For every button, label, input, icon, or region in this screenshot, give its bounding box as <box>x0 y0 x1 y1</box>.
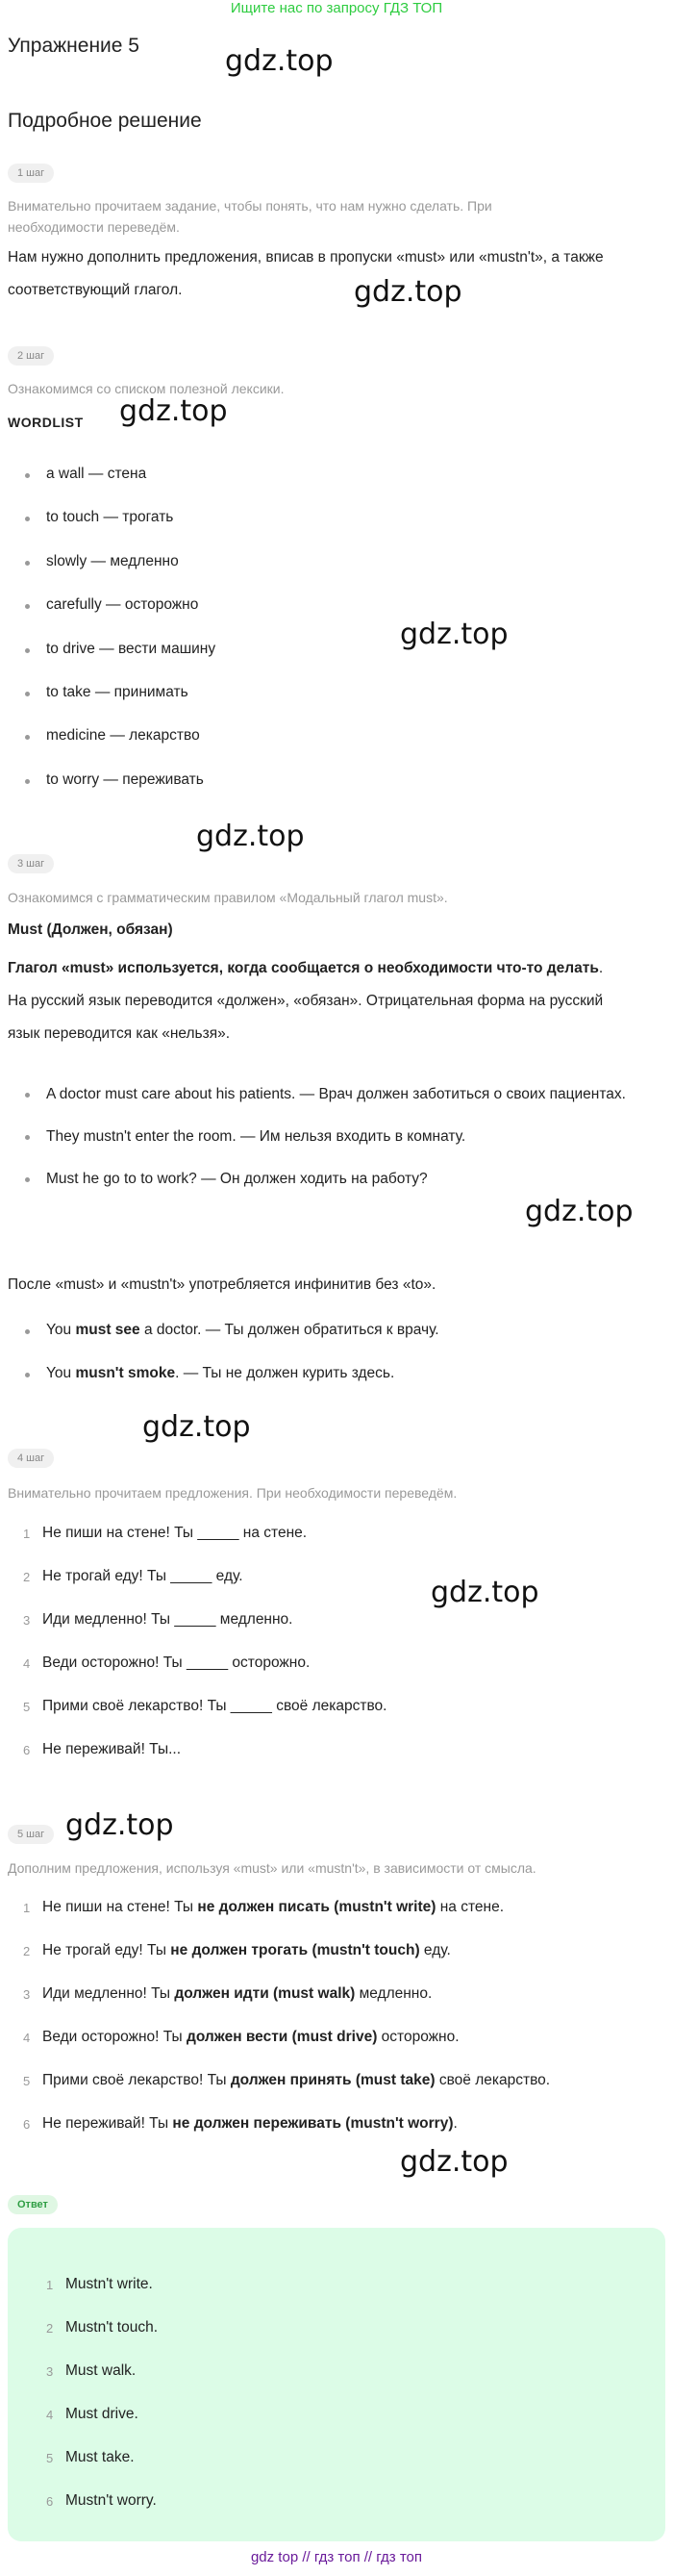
watermark: gdz.top <box>65 1808 174 1842</box>
watermark: gdz.top <box>400 618 509 651</box>
list-item: carefully — осторожно <box>19 593 215 618</box>
list-item: 1 Не пиши на стене! Ты _____ на стене. <box>23 1525 308 1541</box>
page-title: Упражнение 5 <box>8 35 139 57</box>
list-item: to worry — переживать <box>19 768 215 793</box>
watermark: gdz.top <box>119 394 228 428</box>
list-item: 5 Must take. <box>46 2449 135 2465</box>
list-item: a wall — стена <box>19 462 215 487</box>
list-item: to touch — трогать <box>19 505 215 530</box>
step-hint: Внимательно прочитаем предложения. При необходимости переведём. <box>8 1485 458 1501</box>
list-item: 2 Не трогай еду! Ты _____ еду. <box>23 1568 243 1584</box>
watermark: gdz.top <box>431 1576 539 1609</box>
watermark: gdz.top <box>400 2145 509 2179</box>
list-item: You musn't smoke. — Ты не должен курить здесь. <box>19 1361 439 1386</box>
list-item: to drive — вести машину <box>19 637 215 662</box>
rule-title: Must (Должен, обязан) <box>8 922 173 938</box>
list-item: medicine — лекарство <box>19 723 215 748</box>
list-item: You must see a doctor. — Ты должен обратиться к врачу. <box>19 1318 439 1343</box>
list-item: to take — принимать <box>19 680 215 705</box>
watermark: gdz.top <box>142 1410 251 1444</box>
watermark: gdz.top <box>225 44 334 78</box>
rule-text: Глагол «must» используется, когда сообщается о необходимости что-то делать. На русский язык переводится «должен», «обязан». Отрицательная форма на русский язык переводится как «нельзя». <box>8 960 604 1042</box>
list-item: 5 Прими своё лекарство! Ты _____ своё лекарство. <box>23 1698 387 1714</box>
footer-links[interactable]: gdz top // гдз топ // гдз топ <box>250 2549 423 2565</box>
step-hint: Ознакомимся с грамматическим правилом «Модальный глагол must». <box>8 890 448 905</box>
list-item: 4 Must drive. <box>46 2406 138 2422</box>
sentence-list <box>23 1525 386 1758</box>
list-item: slowly — медленно <box>19 549 215 574</box>
step-badge: 3 шаг <box>8 854 54 873</box>
step-hint: Ознакомимся со списком полезной лексики. <box>8 381 285 396</box>
step-badge: 2 шаг <box>8 346 54 366</box>
solution-list <box>23 1899 550 2133</box>
list-item: They mustn't enter the room. — Им нельзя входить в комнату. <box>19 1120 654 1154</box>
list-item: 4 Веди осторожно! Ты должен вести (must drive) осторожно. <box>23 2029 460 2045</box>
examples-list-2 <box>19 1318 439 1386</box>
list-item: 1 Не пиши на стене! Ты не должен писать (mustn't write) на стене. <box>23 1899 504 1915</box>
list-item: 2 Mustn't touch. <box>46 2319 159 2336</box>
section-title: Подробное решение <box>8 110 202 132</box>
answer-badge: Ответ <box>8 2195 58 2214</box>
list-item: 6 Не переживай! Ты не должен переживать (mustn't worry). <box>23 2115 458 2132</box>
watermark: gdz.top <box>196 820 305 853</box>
step-hint: Дополним предложения, используя «must» или «mustn't», в зависимости от смысла. <box>8 1860 536 1876</box>
list-item: 3 Иди медленно! Ты должен идти (must walk) медленно. <box>23 1985 433 2002</box>
list-item: 4 Веди осторожно! Ты _____ осторожно. <box>23 1654 311 1671</box>
wordlist-label: WORDLIST <box>8 415 84 430</box>
step-text: Нам нужно дополнить предложения, вписав в пропуски «must» или «mustn't», а также соответствующий глагол. <box>8 249 604 298</box>
list-item: 2 Не трогай еду! Ты не должен трогать (mustn't touch) еду. <box>23 1942 451 1958</box>
examples-list <box>19 1077 654 1197</box>
wordlist <box>19 462 215 793</box>
step-badge: 1 шаг <box>8 164 54 183</box>
list-item: 1 Mustn't write. <box>46 2276 153 2292</box>
watermark: gdz.top <box>525 1195 634 1228</box>
list-item: A doctor must care about his patients. — Врач должен заботиться о своих пациентах. <box>19 1077 654 1112</box>
list-item: 3 Иди медленно! Ты _____ медленно. <box>23 1611 293 1628</box>
watermark: gdz.top <box>354 275 462 309</box>
list-item: Must he go to to work? — Он должен ходить на работу? <box>19 1162 654 1197</box>
step-hint: Внимательно прочитаем задание, чтобы понять, что нам нужно сделать. При необходимости переведём. <box>8 198 492 235</box>
answer-list <box>46 2276 158 2510</box>
list-item: 5 Прими своё лекарство! Ты должен принять (must take) своё лекарство. <box>23 2072 551 2088</box>
search-hint-link[interactable]: Ищите нас по запросу ГДЗ ТОП <box>230 0 443 16</box>
list-item: 6 Не переживай! Ты... <box>23 1741 182 1757</box>
list-item: 6 Mustn't worry. <box>46 2492 157 2509</box>
list-item: 3 Must walk. <box>46 2362 137 2379</box>
step-badge: 4 шаг <box>8 1449 54 1468</box>
grammar-note: После «must» и «mustn't» употребляется инфинитив без «to». <box>8 1276 436 1293</box>
step-badge: 5 шаг <box>8 1825 54 1844</box>
